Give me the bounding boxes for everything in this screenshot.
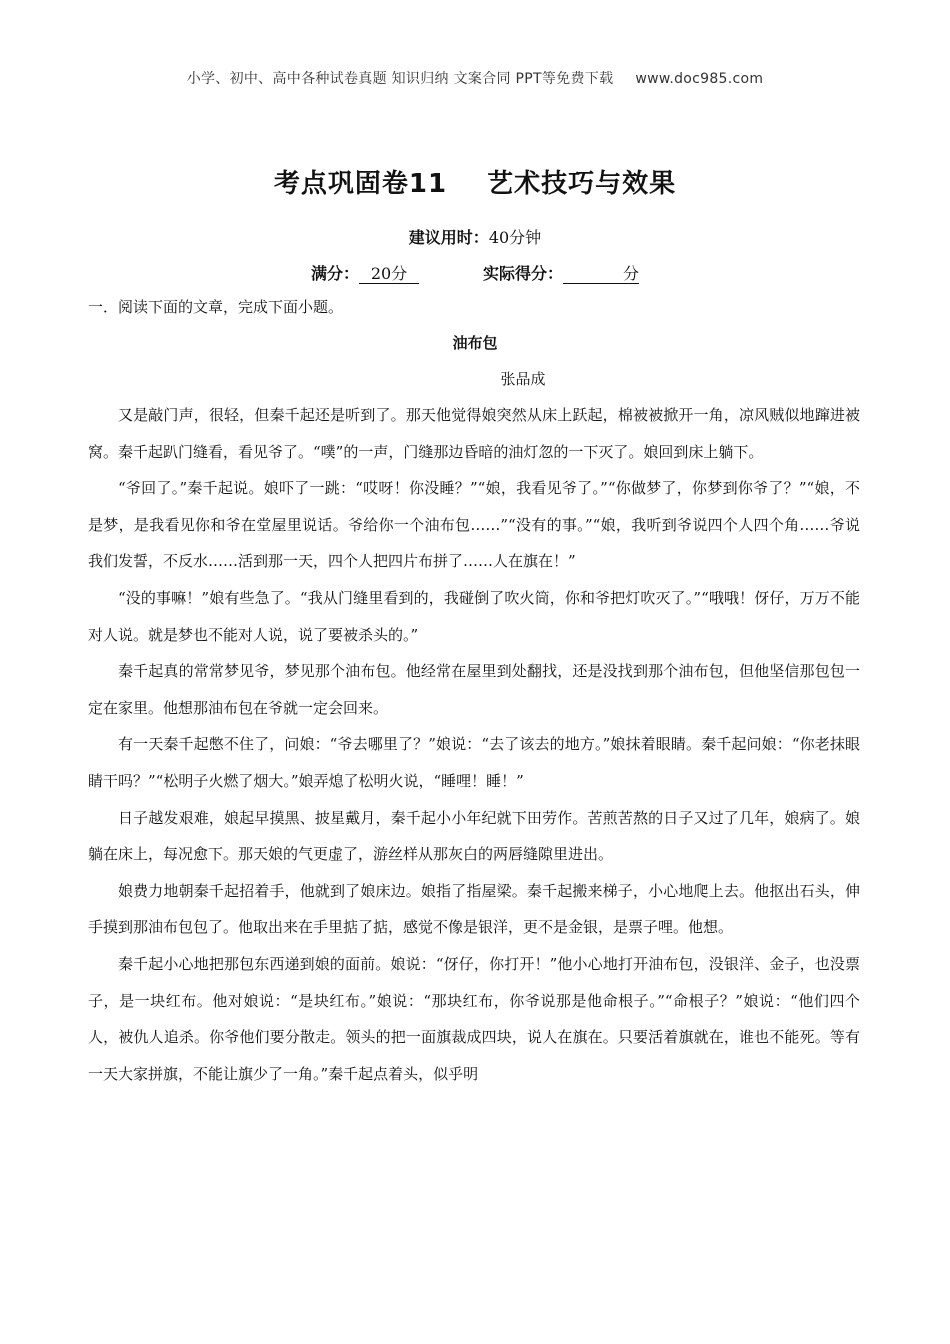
actual-score-blank: 分 — [563, 265, 639, 284]
actual-score-label: 实际得分： — [483, 264, 564, 283]
question-prompt: 一．阅读下面的文章，完成下面小题。 — [88, 298, 344, 316]
full-score-label: 满分： — [310, 264, 359, 283]
article-paragraph: 秦千起真的常常梦见爷，梦见那个油布包。他经常在屋里到处翻找，还是没找到那个油布包，但他坚信那包包一定在家里。他想那油布包在爷就一定会回来。 — [88, 662, 860, 717]
article-paragraph: 有一天秦千起憋不住了，问娘：“爷去哪里了？”娘说：“去了该去的地方。”娘抹着眼睛。秦千起问娘：“你老抹眼睛干吗？”“松明子火燃了烟大。”娘弄熄了松明火说，“睡哩！睡！” — [88, 735, 860, 790]
header-site-link[interactable]: www.doc985.com — [635, 71, 764, 87]
article-paragraph: “爷回了。”秦千起说。娘吓了一跳：“哎呀！你没睡？”“娘，我看见爷了。”“你做梦了，你梦到你爷了？”“娘，不是梦，是我看见你和爷在堂屋里说话。爷给你一个油布包……”“没有的事。”“娘，我听到爷说四个人四个角……爷说我们发誓，不反水……活到那一天，四个人把四片布拼了……人在旗在！” — [88, 479, 860, 571]
article-paragraph: 日子越发艰难，娘起早摸黑、披星戴月，秦千起小小年纪就下田劳作。苦煎苦熬的日子又过了几年，娘病了。娘躺在床上，每况愈下。那天娘的气更虚了，游丝样从那灰白的两唇缝隙里进出。 — [88, 808, 860, 864]
article-author: 张品成 — [500, 370, 546, 388]
article-paragraph: 秦千起小心地把那包东西递到娘的面前。娘说：“伢仔，你打开！”他小心地打开油布包，没银洋、金子，也没票子，是一块红布。他对娘说：“是块红布。”娘说：“那块红布，你爷说那是他命根子。”“命根子？”娘说：“他们四个人，被仇人追杀。你爷他们要分散走。领头的把一面旗裁成四块，说人在旗在。只要活着旗就在，谁也不能死。等有一天大家拼旗，不能让旗少了一角。”秦千起点着头，似乎明 — [88, 954, 860, 1083]
article-body — [88, 397, 860, 1092]
header-text: 小学、初中、高中各种试卷真题 知识归纳 文案合同 PPT等免费下载 — [186, 71, 614, 87]
time-value: 40分钟 — [488, 228, 542, 247]
article-paragraph: “没的事嘛！”娘有些急了。“我从门缝里看到的，我碰倒了吹火筒，你和爷把灯吹灭了。”“哦哦！伢仔，万万不能对人说。就是梦也不能对人说，说了要被杀头的。” — [88, 588, 860, 644]
score-line — [0, 261, 950, 284]
article-paragraph: 又是敲门声，很轻，但秦千起还是听到了。那天他觉得娘突然从床上跃起，棉被被掀开一角，凉风贼似地蹿进被窝。秦千起趴门缝看，看见爷了。“噗”的一声，门缝那边昏暗的油灯忽的一下灭了。娘回到床上躺下。 — [88, 406, 860, 461]
article-title: 油布包 — [452, 334, 498, 352]
article-paragraph: 娘费力地朝秦千起招着手，他就到了娘床边。娘指了指屋梁。秦千起搬来梯子，小心地爬上去。他抠出石头，伸手摸到那油布包包了。他取出来在手里掂了掂，感觉不像是银洋，更不是金银，是票子哩。他想。 — [88, 881, 860, 937]
suggested-time — [0, 225, 950, 248]
full-score-value: 20分 — [359, 265, 419, 284]
page-header — [0, 68, 950, 88]
title-part-1: 考点巩固卷11 — [273, 169, 448, 199]
document-title — [0, 163, 950, 200]
time-label: 建议用时： — [408, 228, 489, 247]
title-part-2: 艺术技巧与效果 — [487, 169, 677, 199]
